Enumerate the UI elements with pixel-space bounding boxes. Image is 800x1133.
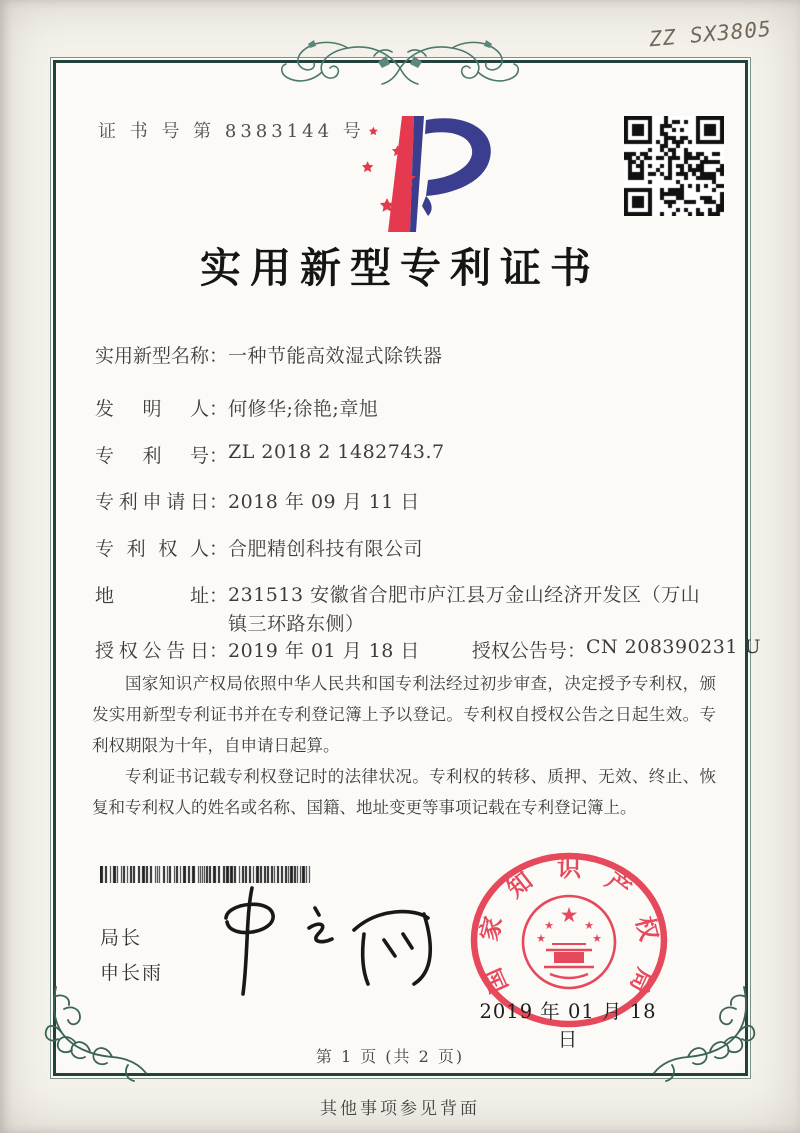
svg-text:★: ★	[536, 932, 546, 945]
dragon-scroll-ornament	[278, 34, 522, 92]
director-signature-handwriting	[212, 872, 452, 1002]
page-number: 第 1 页 (共 2 页)	[315, 1047, 465, 1066]
director-name: 申长雨	[100, 962, 164, 984]
field-label: 实用新型名称	[95, 345, 210, 367]
field-label: 授权公告号	[471, 640, 567, 662]
svg-text:★: ★	[584, 919, 594, 932]
national-emblem	[523, 896, 615, 988]
field-address	[95, 581, 706, 639]
legal-paragraph-2: 专利证书记载专利权登记时的法律状况。专利权的转移、质押、无效、终止、恢复和专利权人的姓名或名称、国籍、地址变更等事项记载在专利登记簿上。	[92, 767, 716, 817]
seal-char: 识	[557, 853, 581, 882]
field-colon: ：	[209, 345, 229, 367]
handwritten-annotation: ZZ SX3805	[648, 16, 773, 52]
field-label: 专利号	[95, 445, 209, 467]
see-reverse-note: 其他事项参见背面	[320, 1099, 480, 1119]
field-colon: ：	[209, 398, 229, 420]
field-value: 合肥精创科技有限公司	[228, 538, 424, 560]
field-value: 一种节能高效湿式除铁器	[228, 345, 443, 367]
field-colon: ：	[209, 640, 229, 662]
legal-paragraph-1: 国家知识产权局依照中华人民共和国专利法经过初步审查，决定授予专利权，颁发实用新型专利证书并在专利登记簿上予以登记。专利权自授权公告之日起生效。专利权期限为十年，自申请日起算。	[92, 674, 716, 755]
corner-flourish-right	[650, 985, 758, 1085]
seal-char: 家	[473, 913, 508, 944]
field-label: 专利权人	[95, 538, 209, 560]
svg-text:★: ★	[544, 919, 554, 932]
field-grant-row	[95, 636, 761, 663]
field-colon: ：	[209, 585, 229, 607]
certificate-number: 证 书 号 第 8383144 号	[98, 121, 365, 142]
svg-text:★: ★	[592, 932, 602, 945]
field-label: 授权公告日	[95, 640, 209, 662]
field-utility-model-name	[95, 341, 443, 368]
grant-date-group	[95, 640, 420, 662]
field-value: 231513 安徽省合肥市庐江县万金山经济开发区（万山镇三环路东侧）	[228, 584, 701, 635]
field-value: 何修华;徐艳;章旭	[228, 398, 379, 420]
field-colon: ：	[209, 445, 229, 467]
field-value: 2018 年 09 月 11 日	[228, 491, 420, 513]
certificate-title: 实用新型专利证书	[200, 244, 600, 292]
cnipa-logo	[330, 110, 506, 238]
grant-date-value: 2019 年 01 月 18 日	[228, 640, 420, 662]
field-inventors	[95, 394, 378, 421]
field-patent-number	[95, 441, 445, 468]
grant-number-value: CN 208390231 U	[585, 636, 762, 658]
field-colon: ：	[209, 491, 229, 513]
field-filing-date	[95, 487, 420, 514]
seal-char: 产	[600, 865, 637, 904]
corner-flourish-left	[42, 985, 150, 1085]
field-label: 地址	[95, 585, 209, 607]
seal-date: 2019 年 01 月 18 日	[479, 1000, 657, 1051]
seal-char: 知	[501, 865, 538, 904]
director-title: 局长	[100, 927, 143, 949]
grant-number-group	[471, 636, 762, 662]
field-patentee	[95, 534, 423, 561]
qr-code	[624, 116, 724, 216]
legal-text	[92, 668, 716, 823]
field-label: 专利申请日	[95, 491, 209, 513]
field-colon: ：	[566, 640, 586, 662]
field-colon: ：	[209, 538, 229, 560]
field-label: 发明人	[95, 398, 209, 420]
seal-char: 权	[630, 913, 665, 944]
seal-char: 国	[477, 963, 514, 998]
svg-text:★: ★	[559, 903, 579, 927]
field-value: ZL 2018 2 1482743.7	[228, 441, 445, 463]
seal-char: 局	[624, 963, 661, 998]
